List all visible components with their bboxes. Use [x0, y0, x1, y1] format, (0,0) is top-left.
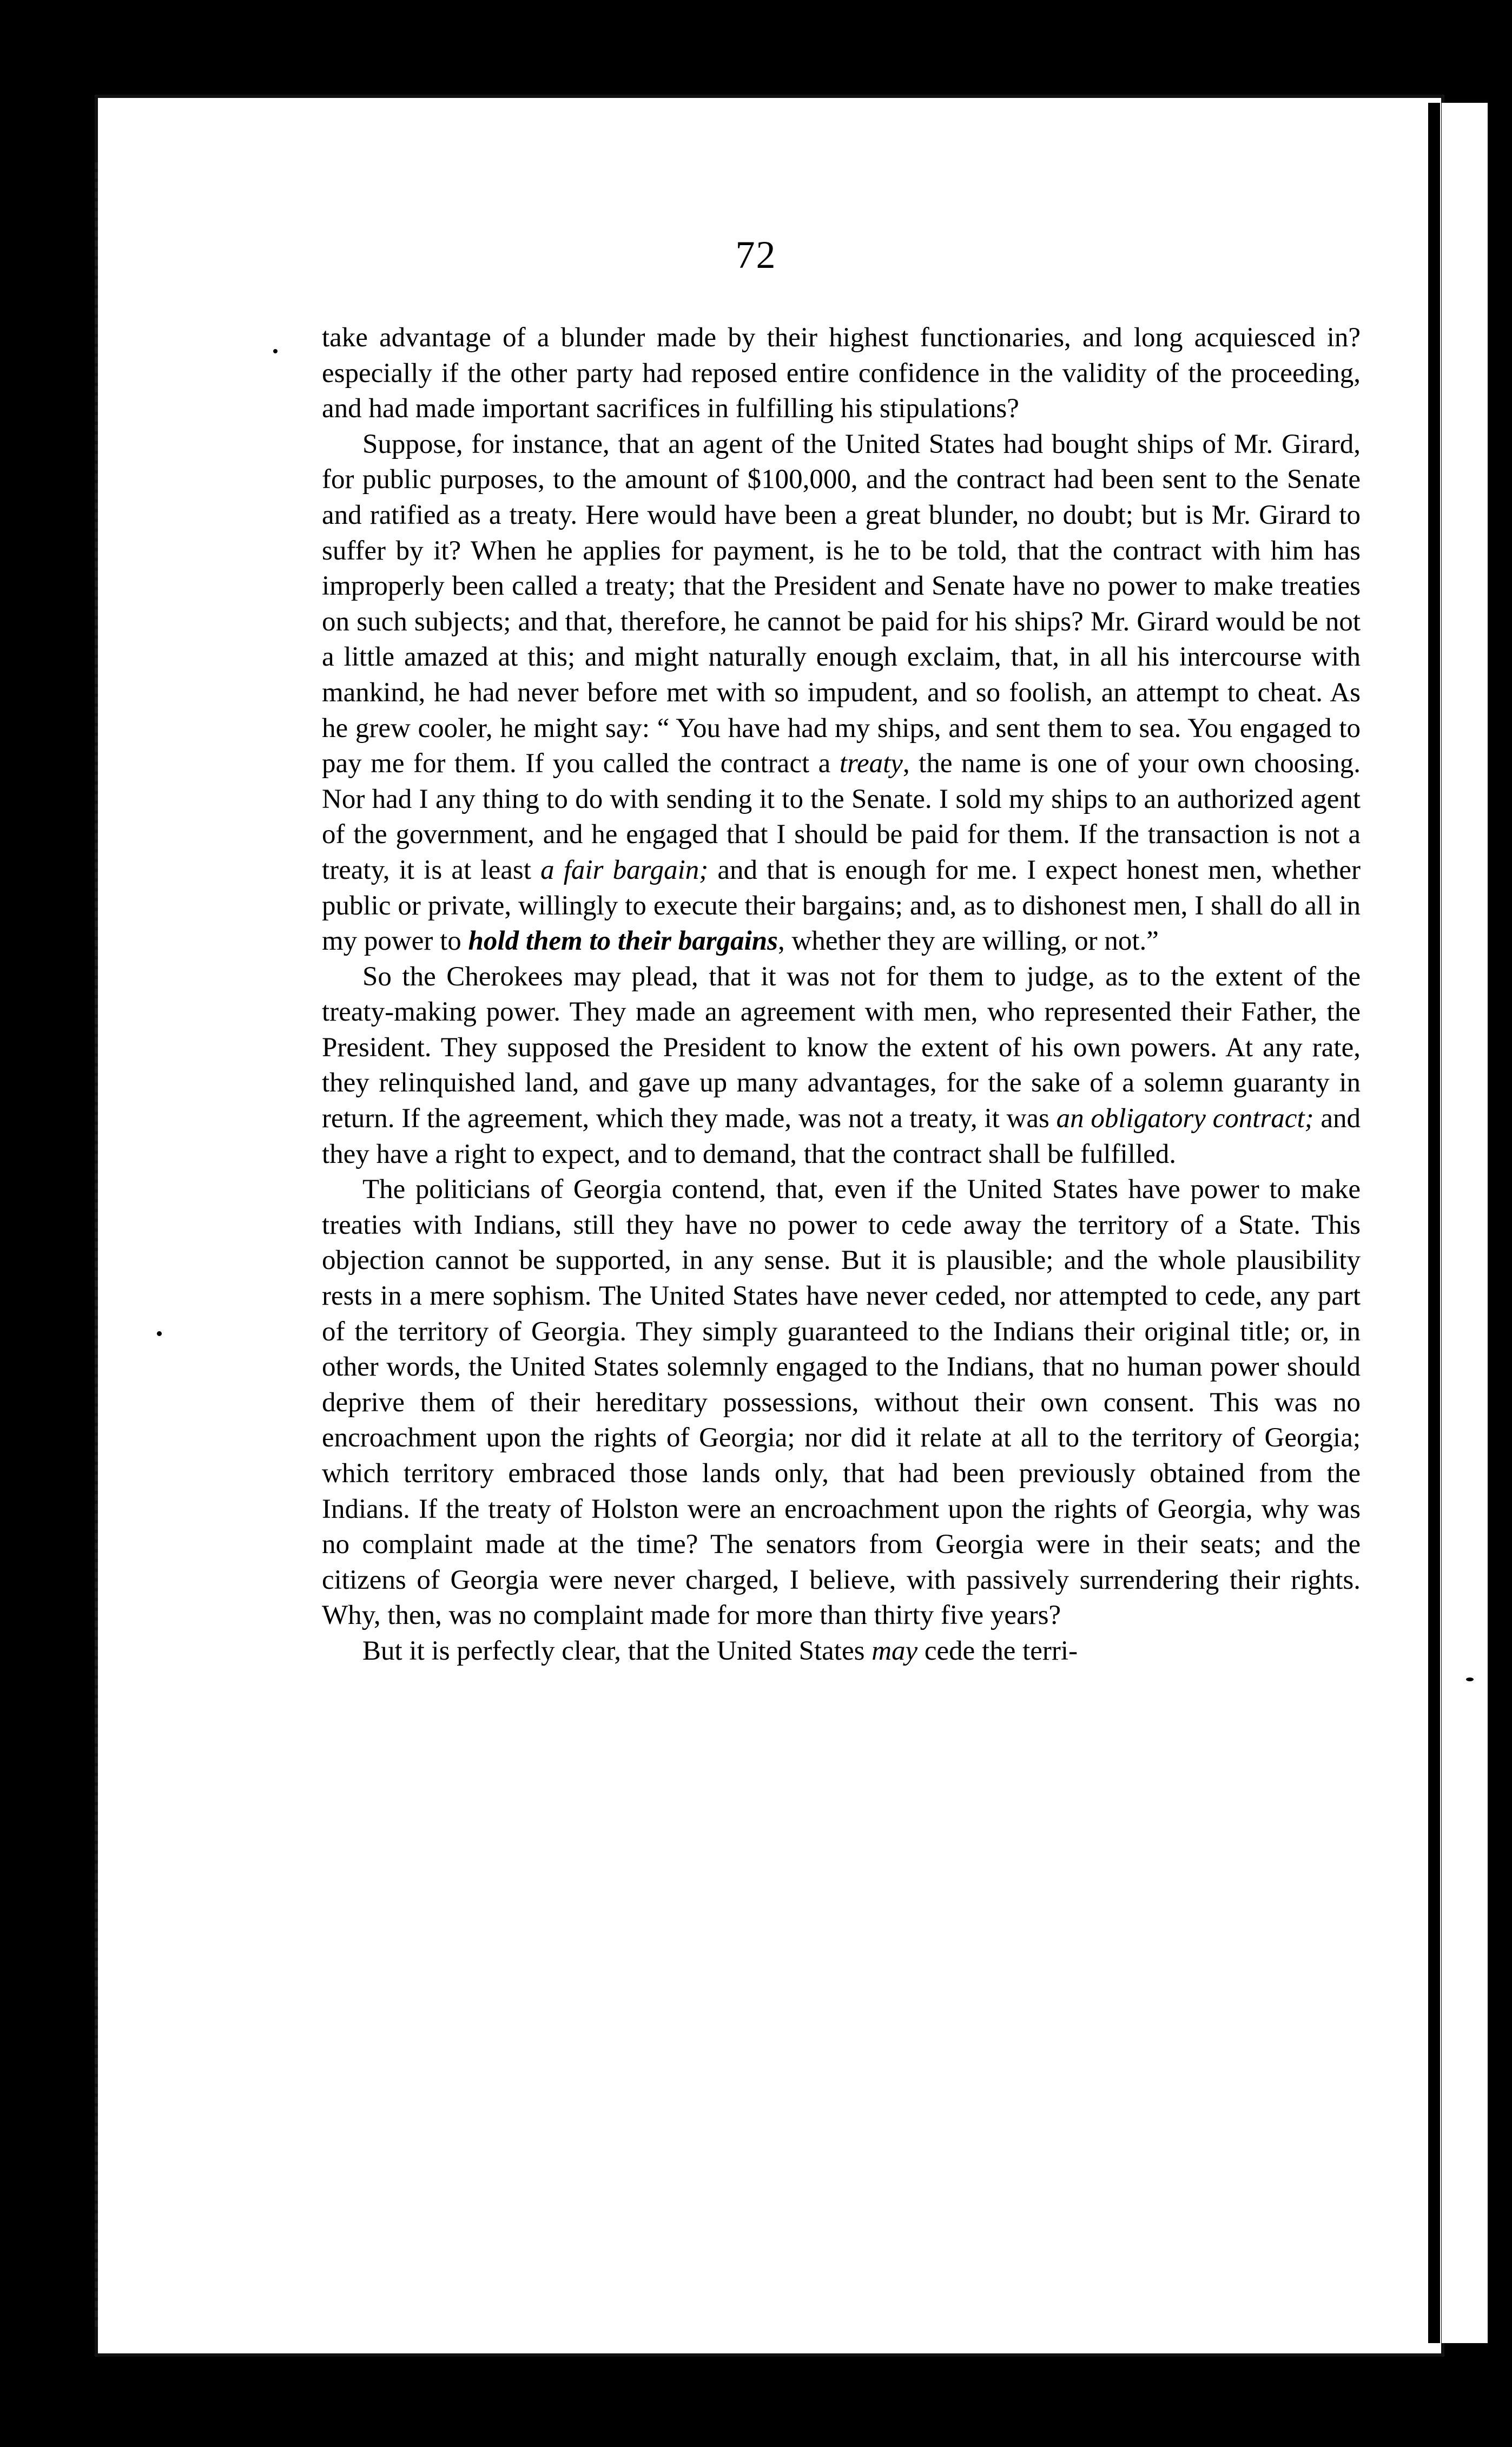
page-number: 72 — [735, 233, 777, 277]
paragraph-p2 — [322, 427, 1361, 959]
italic-phrase: an obligatory contract; — [1056, 1103, 1314, 1134]
scan-speck — [273, 349, 278, 353]
binding-edge — [95, 162, 109, 2327]
text-run: and they have a right to expect, and to demand, that the contract shall be fulfilled. — [322, 1103, 1361, 1169]
italic-phrase: treaty — [839, 748, 903, 779]
text-run: The politicians of Georgia contend, that, even if the United States have power to make treaties with Indians, still they have no power to cede away the territory of a State. This objection cannot be supported, in any sense. But it is plausible; and the whole plausibility rests in a mere sophism. The United States have never ceded, nor attempted to cede, any part of the territory of Georgia. They simply guaranteed to the Indians their original title; or, in other words, the United States solemnly engaged to the Indians, that no human power should deprive them of their hereditary possessions, without their own consent. This was no encroachment upon the rights of Georgia; nor did it relate at all to the territory of Georgia; which territory embraced those lands only, that had been previously obtained from the Indians. If the treaty of Holston were an encroachment upon the rights of Georgia, why was no complaint made at the time? The senators from Georgia were in their seats; and the citizens of Georgia were never charged, I believe, with passively surrendering their rights. Why, then, was no complaint made for more than thirty five years? — [322, 1174, 1361, 1631]
text-run: So the Cherokees may plead, that it was not for them to judge, as to the extent of the treaty-making power. They made an agreement with men, who represented their Father, the President. They supposed the President to know the extent of his own powers. At any rate, they relinquished land, and gave up many advantages, for the sake of a solemn guaranty in return. If the agreement, which they made, was not a treaty, it was — [322, 961, 1361, 1134]
text-run: take advantage of a blunder made by their highest functionaries, and long acquiesced in? especially if the other party had reposed entire confidence in the validity of the proceeding, and had made important sacrifices in fulfilling his stipulations? — [322, 323, 1361, 424]
paragraph-p1 — [322, 320, 1361, 427]
text-run: Suppose, for instance, that an agent of the United States had bought ships of Mr. Girard, for public purposes, to the amount of $100,000, and the contract had been sent to the Senate and ratified as a treaty. Here would have been a great blunder, no doubt; but is Mr. Girard to suffer by it? When he applies for payment, is he to be told, that the contract with him has improperly been called a treaty; that the President and Senate have no power to make treaties on such subjects; and that, therefore, he cannot be paid for his ships? Mr. Girard would be not a little amazed at this; and might naturally enough exclaim, that, in all his intercourse with mankind, he had never before met with so impudent, and so foolish, an attempt to cheat. As he grew cooler, he might say: “ You have had my ships, and sent them to sea. You engaged to pay me for them. If you called the contract a — [322, 429, 1361, 779]
bold-italic-phrase: hold them to their bargains — [468, 926, 778, 957]
text-run: and that is enough for me. I expect honest men, whether public or private, willingly to execute their bargains; and, as to dishonest men, I shall do all in my power to — [322, 854, 1361, 957]
paragraph-p5 — [322, 1634, 1361, 1669]
next-page-edge — [1442, 103, 1488, 2343]
scan-speck — [157, 1331, 162, 1336]
italic-phrase: may — [871, 1635, 918, 1666]
body-text — [322, 320, 1361, 1669]
page-gutter — [1428, 103, 1440, 2343]
paragraph-p3 — [322, 959, 1361, 1173]
text-run: , whether they are willing, or not.” — [778, 926, 1159, 957]
text-run: cede the terri- — [917, 1635, 1078, 1666]
scan-speck — [1466, 1678, 1474, 1681]
text-run: , the name is one of your own choosing. Nor had I any thing to do with sending it to the Senate. I sold my ships to an authorized agent of the government, and he engaged that I should be paid for them. If the transaction is not a treaty, it is at least — [322, 748, 1361, 885]
text-run: But it is perfectly clear, that the United States — [362, 1635, 872, 1666]
paragraph-p4 — [322, 1172, 1361, 1634]
italic-phrase: a fair bargain; — [540, 854, 709, 885]
